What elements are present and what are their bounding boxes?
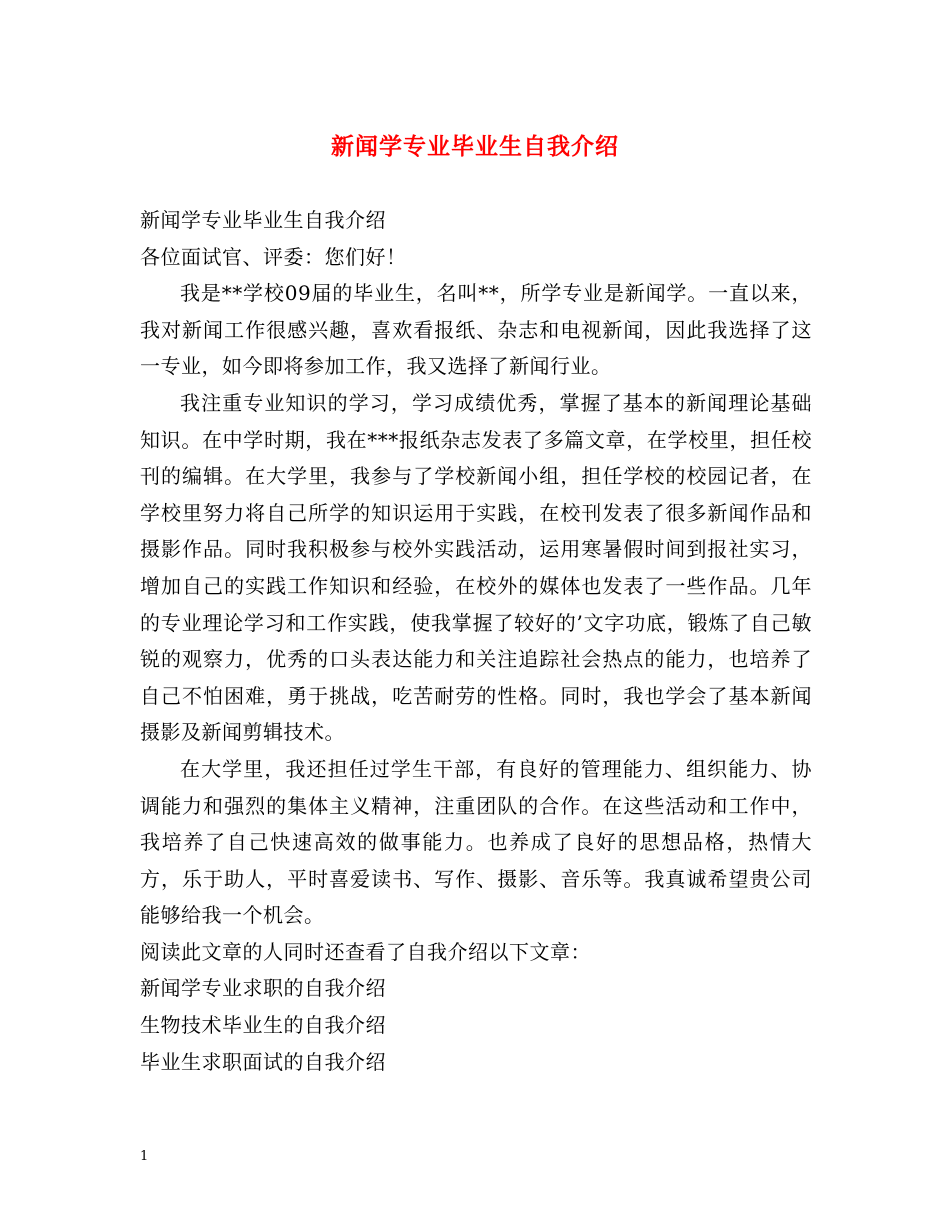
related-articles-intro: 阅读此文章的人同时还查看了自我介绍以下文章： (140, 939, 591, 964)
body-paragraph: 我注重专业知识的学习，学习成绩优秀，掌握了基本的新闻理论基础知识。在中学时期，我在***报纸杂志发表了多篇文章，在学校里，担任校刊的编辑。在大学里，我参与了学校新闻小组，担任学校的校园记者，在学校里努力将自己所学的知识运用于实践，在校刊发表了很多新闻作品和摄影作品。同时我积极参与校外实践活动，运用寒暑假时间到报社实习，增加自己的实践工作知识和经验，在校外的媒体也发表了一些作品。几年的专业理论学习和工作实践，使我掌握了较好的’文字功底，锻炼了自己敏锐的观察力，优秀的口头表达能力和关注追踪社会热点的能力，也培养了自己不怕困难，勇于挑战，吃苦耐劳的性格。同时，我也学会了基本新闻摄影及新闻剪辑技术。 (140, 390, 812, 745)
document-subtitle: 新闻学专业毕业生自我介绍 (140, 208, 386, 232)
body-paragraph: 我是**学校09届的毕业生，名叫**，所学专业是新闻学。一直以来，我对新闻工作很感兴趣，喜欢看报纸、杂志和电视新闻，因此我选择了这一专业，如今即将参加工作，我又选择了新闻行业。 (140, 281, 812, 379)
body-paragraph: 在大学里，我还担任过学生干部，有良好的管理能力、组织能力、协调能力和强烈的集体主义精神，注重团队的合作。在这些活动和工作中，我培养了自己快速高效的做事能力。也养成了良好的思想品格，热情大方，乐于助人，平时喜爱读书、写作、摄影、音乐等。我真诚希望贵公司能够给我一个机会。 (140, 756, 812, 928)
document-body (140, 202, 812, 1080)
document-title: 新闻学专业毕业生自我介绍 (331, 133, 619, 160)
page-number: 1 (140, 1149, 149, 1164)
related-article-item: 生物技术毕业生的自我介绍 (140, 1013, 386, 1038)
related-article-item: 毕业生求职面试的自我介绍 (140, 1049, 386, 1074)
related-article-item: 新闻学专业求职的自我介绍 (140, 976, 386, 1001)
greeting-line: 各位面试官、评委：您们好！ (140, 244, 407, 269)
